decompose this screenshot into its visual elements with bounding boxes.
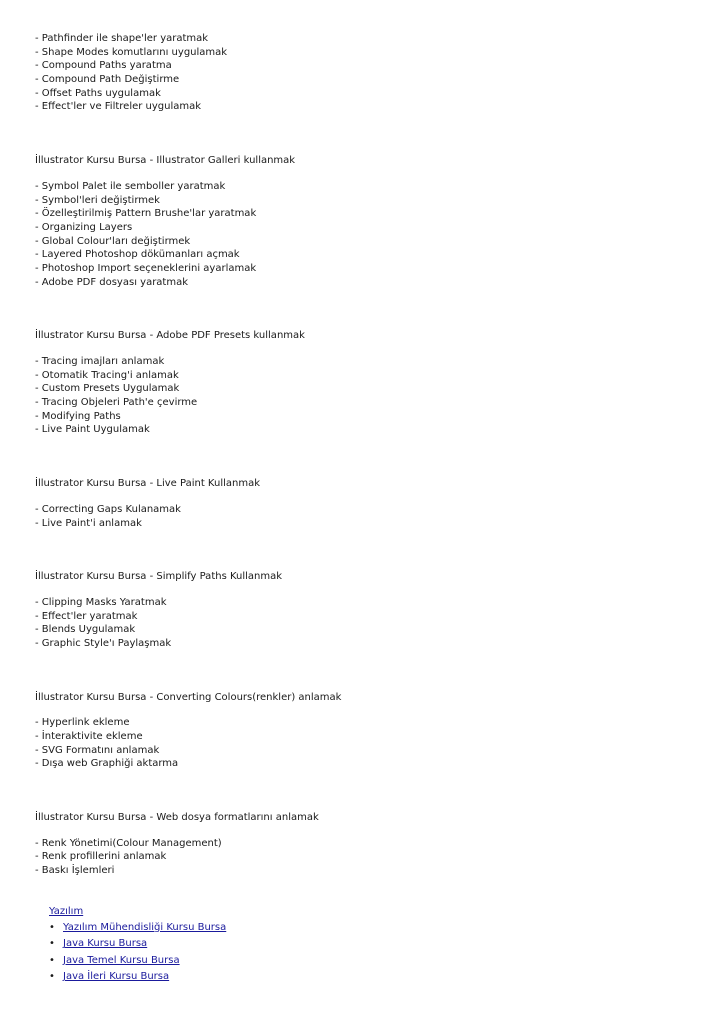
section-converting-colours	[35, 691, 695, 771]
section-simplify-paths	[35, 570, 695, 650]
list-item: - Hyperlink ekleme	[35, 717, 130, 729]
bullet-icon: •	[49, 971, 55, 983]
link-java-basic-course[interactable]: Java Temel Kursu Bursa	[63, 954, 180, 966]
intro-list	[35, 32, 695, 114]
list-item: - Modifying Paths	[35, 410, 121, 422]
list-item: - Renk profillerini anlamak	[35, 851, 167, 863]
list-item: - Custom Presets Uygulamak	[35, 383, 180, 395]
section-live-paint	[35, 477, 695, 530]
list-item: - Adobe PDF dosyası yaratmak	[35, 276, 189, 288]
list-item: - Clipping Masks Yaratmak	[35, 596, 167, 608]
link-list	[49, 920, 226, 986]
list-item: - Compound Paths yaratma	[35, 60, 172, 72]
bullet-icon: •	[49, 922, 55, 933]
list-item	[49, 920, 226, 936]
list-item: - Offset Paths uygulamak	[35, 87, 161, 99]
list-item: - Baskı İşlemleri	[35, 865, 115, 877]
list-item: - Pathfinder ile shape'ler yaratmak	[35, 33, 209, 44]
related-links	[49, 904, 226, 986]
list-item: - Layered Photoshop dökümanları açmak	[35, 249, 240, 261]
list-item	[49, 936, 226, 952]
list-item: - Özelleştirilmiş Pattern Brushe'lar yaratmak	[35, 208, 257, 220]
list-item: - Photoshop Import seçeneklerini ayarlamak	[35, 262, 257, 274]
section-heading: İllustrator Kursu Bursa - Adobe PDF Presets kullanmak	[35, 330, 305, 342]
document-body	[35, 32, 695, 878]
list-item: - Dışa web Graphiği aktarma	[35, 758, 179, 770]
list-item: - Tracing imajları anlamak	[35, 356, 165, 367]
link-java-advanced-course[interactable]: Java İleri Kursu Bursa	[63, 971, 170, 983]
list-item: - Organizing Layers	[35, 221, 133, 233]
list-item	[49, 953, 226, 969]
section-heading: İllustrator Kursu Bursa - Illustrator Galleri kullanmak	[35, 155, 296, 167]
section-pdf-presets	[35, 329, 695, 437]
list-item: - Effect'ler ve Filtreler uygulamak	[35, 101, 202, 113]
list-item	[49, 969, 226, 985]
list-item: - Shape Modes komutlarını uygulamak	[35, 46, 228, 58]
bullet-icon: •	[49, 954, 55, 966]
list-item: - Symbol'leri değiştirmek	[35, 194, 160, 206]
list-item: - Tracing Objeleri Path'e çevirme	[35, 397, 198, 409]
list-item: - Effect'ler yaratmak	[35, 610, 138, 622]
bullet-icon: •	[49, 938, 55, 950]
category-link[interactable]: Yazılım	[49, 906, 84, 917]
list-item: - Live Paint Uygulamak	[35, 424, 150, 436]
section-web-formats	[35, 811, 695, 878]
section-heading: İllustrator Kursu Bursa - Converting Colours(renkler) anlamak	[35, 691, 342, 703]
list-item: - Correcting Gaps Kulanamak	[35, 503, 181, 515]
link-software-engineering-course[interactable]: Yazılım Mühendisliği Kursu Bursa	[63, 922, 227, 933]
list-item: - Compound Path Değiştirme	[35, 74, 180, 86]
section-heading: İllustrator Kursu Bursa - Live Paint Kullanmak	[35, 478, 260, 490]
section-gallery	[35, 154, 695, 289]
link-java-course[interactable]: Java Kursu Bursa	[63, 938, 148, 950]
list-item: - Symbol Palet ile semboller yaratmak	[35, 180, 226, 192]
section-heading: İllustrator Kursu Bursa - Web dosya formatlarını anlamak	[35, 812, 319, 824]
list-item: - Blends Uygulamak	[35, 624, 136, 636]
list-item: - SVG Formatını anlamak	[35, 744, 160, 756]
list-item: - Otomatik Tracing'i anlamak	[35, 369, 179, 381]
list-item: - Graphic Style'ı Paylaşmak	[35, 637, 172, 649]
list-item: - Renk Yönetimi(Colour Management)	[35, 837, 222, 849]
list-item: - Live Paint'i anlamak	[35, 517, 142, 529]
section-heading: İllustrator Kursu Bursa - Simplify Paths Kullanmak	[35, 571, 283, 583]
list-item: - İnteraktivite ekleme	[35, 731, 143, 742]
list-item: - Global Colour'ları değiştirmek	[35, 235, 191, 247]
